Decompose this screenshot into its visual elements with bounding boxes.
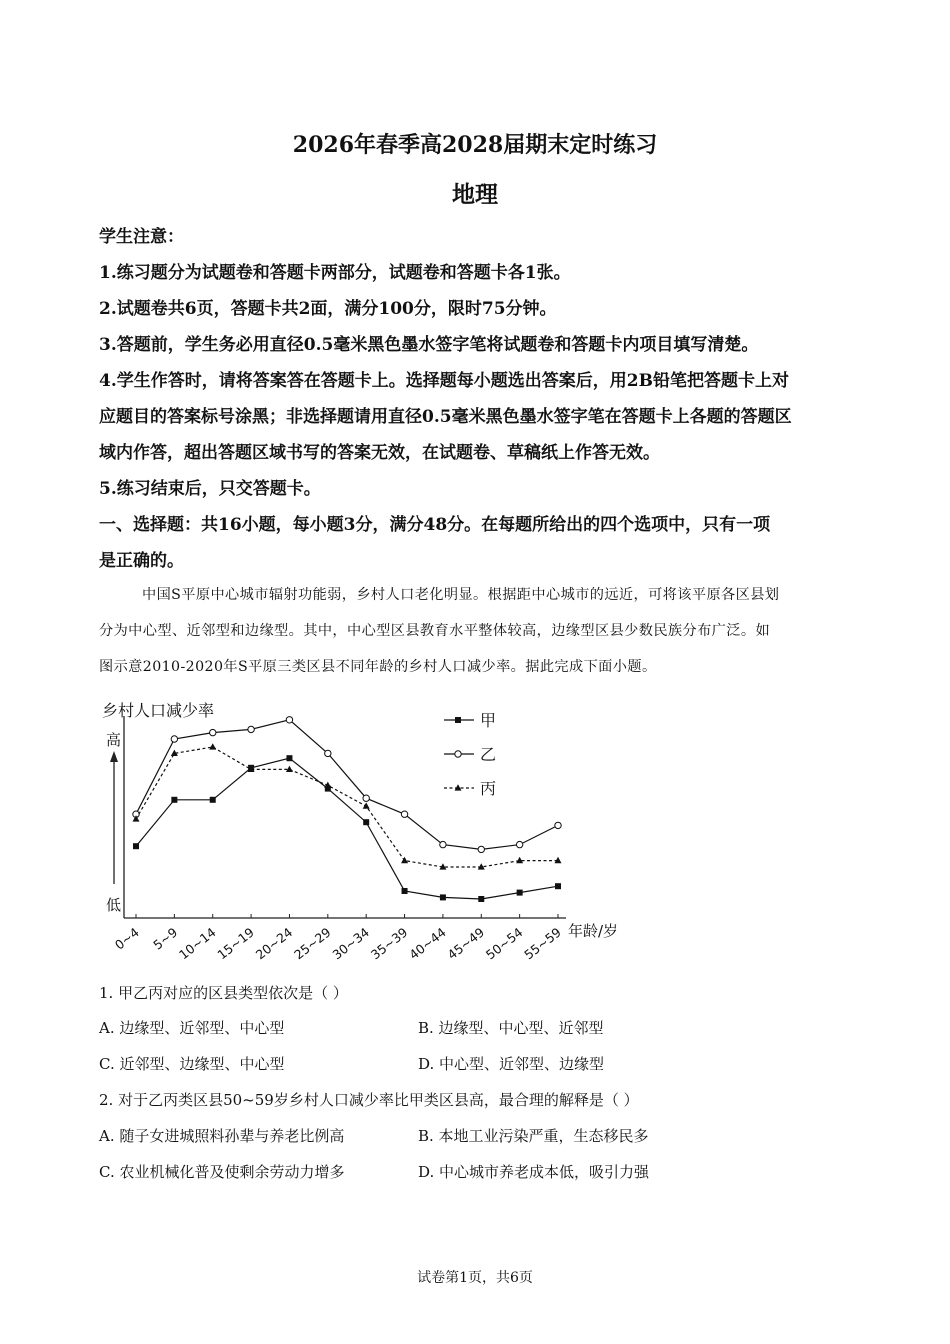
data-point [401, 811, 407, 817]
q2-option-d: D. 中心城市养老成本低，吸引力强 [418, 1163, 650, 1181]
question-2-stem: 2. 对于乙丙类区县50~59岁乡村人口减少率比甲类区县高，最合理的解释是（ ） [99, 1091, 639, 1109]
passage-line: 分为中心型、近邻型和边缘型。其中，中心型区县教育水平整体较高，边缘型区县少数民族分布广泛。如 [99, 623, 771, 639]
data-point [363, 802, 370, 808]
legend-marker [455, 717, 461, 723]
notice-heading: 学生注意： [99, 227, 184, 247]
q1-option-a: A. 边缘型、近邻型、中心型 [99, 1019, 285, 1037]
notice-item: 3.答题前，学生务必用直径0.5毫米黑色墨水签字笔将试题卷和答题卡内项目填写清楚。 [99, 335, 759, 355]
q1-option-d: D. 中心型、近邻型、边缘型 [418, 1055, 605, 1073]
series-line-3 [136, 747, 558, 867]
q1-option-c: C. 近邻型、边缘型、中心型 [99, 1055, 285, 1073]
x-tick-label: 40~44 [406, 924, 449, 963]
passage-line: 中国S平原中心城市辐射功能弱，乡村人口老化明显。根据距中心城市的远近，可将该平原各区县划 [142, 587, 780, 603]
notice-item: 5.练习结束后，只交答题卡。 [99, 479, 321, 499]
data-point [248, 726, 254, 732]
data-point [440, 894, 446, 900]
legend-label: 甲 [480, 711, 497, 730]
x-tick-label: 50~54 [482, 924, 526, 963]
data-point [286, 755, 292, 761]
page-footer: 试卷第1页，共6页 [417, 1270, 533, 1286]
data-point [210, 729, 216, 735]
data-point [516, 841, 522, 847]
section-heading-cont: 是正确的。 [99, 551, 184, 571]
notice-item: 应题目的答案标号涂黑；非选择题请用直径0.5毫米黑色墨水签字笔在答题卡上各题的答题区 [99, 407, 792, 427]
notice-item: 4.学生作答时，请将答案答在答题卡上。选择题每小题选出答案后，用2B铅笔把答题卡上对 [99, 371, 789, 391]
data-point [325, 750, 331, 756]
x-tick-label: 55~59 [521, 924, 564, 963]
x-tick-label: 5~9 [150, 924, 181, 953]
data-point [478, 846, 484, 852]
legend-label: 乙 [480, 745, 497, 764]
data-point [363, 819, 369, 825]
x-tick-label: 45~49 [444, 924, 488, 963]
x-tick-label: 15~19 [214, 924, 257, 963]
data-point [555, 883, 561, 889]
section-heading: 一、选择题：共16小题，每小题3分，满分48分。在每题所给出的四个选项中，只有一项 [99, 515, 771, 535]
data-point [363, 795, 369, 801]
q2-option-a: A. 随子女进城照料孙辈与养老比例高 [99, 1127, 345, 1145]
q1-option-b: B. 边缘型、中心型、近邻型 [418, 1019, 604, 1037]
exam-title: 2026年春季高2028届期末定时练习 [292, 132, 658, 158]
data-point [133, 843, 139, 849]
legend-label: 丙 [480, 779, 497, 798]
y-low-label: 低 [106, 896, 122, 914]
x-tick-label: 25~29 [291, 924, 334, 963]
x-tick-label: 0~4 [111, 924, 142, 953]
data-point [440, 841, 446, 847]
q2-option-b: B. 本地工业污染严重，生态移民多 [418, 1127, 649, 1145]
data-point [402, 888, 408, 894]
data-point [171, 797, 177, 803]
passage-line: 图示意2010-2020年S平原三类区县不同年龄的乡村人口减少率。据此完成下面小题。 [99, 659, 657, 675]
data-point [210, 797, 216, 803]
y-high-label: 高 [106, 731, 122, 749]
data-point [555, 822, 561, 828]
data-point [171, 736, 177, 742]
data-point [478, 896, 484, 902]
x-tick-label: 30~34 [329, 924, 373, 963]
x-tick-label: 35~39 [367, 924, 411, 963]
chart-title: 乡村人口减少率 [102, 701, 215, 720]
notice-item: 2.试题卷共6页，答题卡共2面，满分100分，限时75分钟。 [99, 299, 557, 319]
q2-option-c: C. 农业机械化普及使剩余劳动力增多 [99, 1163, 345, 1181]
data-point [286, 766, 293, 772]
data-point [286, 717, 292, 723]
notice-item: 1.练习题分为试题卷和答题卡两部分，试题卷和答题卡各1张。 [99, 263, 571, 283]
legend-marker [455, 751, 461, 757]
x-tick-label: 10~14 [176, 924, 219, 963]
population-decline-chart [96, 696, 656, 966]
data-point [209, 743, 216, 749]
data-point [401, 857, 408, 863]
question-1-stem: 1. 甲乙丙对应的区县类型依次是（ ） [99, 984, 348, 1002]
y-arrow-head [110, 751, 118, 762]
x-axis-label: 年龄/岁 [568, 922, 619, 940]
subject-title: 地理 [452, 181, 498, 208]
data-point [517, 890, 523, 896]
x-tick-label: 20~24 [252, 924, 296, 963]
notice-item: 域内作答，超出答题区域书写的答案无效，在试题卷、草稿纸上作答无效。 [99, 443, 660, 463]
